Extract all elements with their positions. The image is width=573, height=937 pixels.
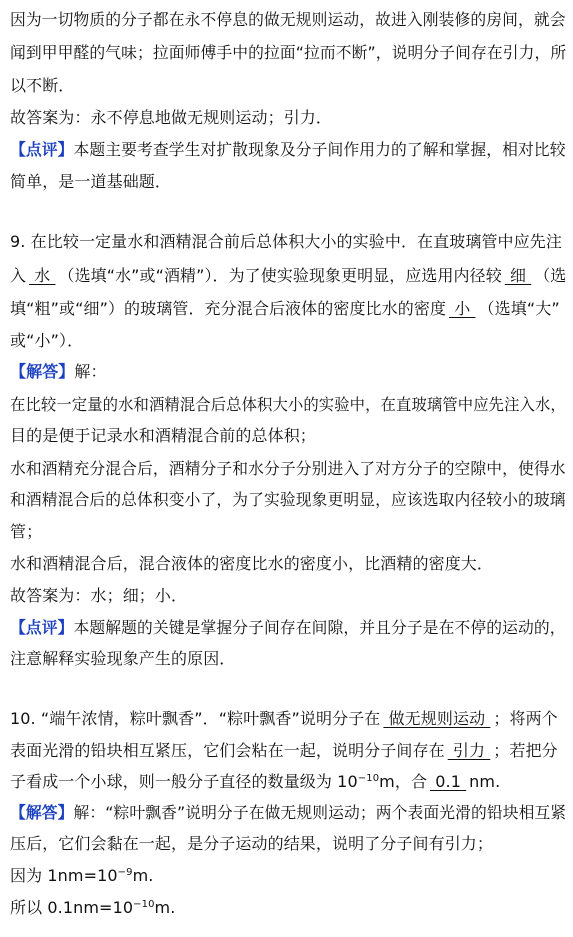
q10-blank-2: 引力 [447, 741, 491, 760]
solution-tag: 【解答】 [10, 803, 74, 822]
q9-solution-line-2: 目的是便于记录水和酒精混合前的总体积； [10, 426, 316, 445]
q8-explanation-line-1: 因为一切物质的分子都在永不停息的做无规则运动，故进入刚装修的房间，就会 [10, 10, 566, 29]
q10-solution-line-4: 所以 $0.1nm=10^{-10}m$. [10, 898, 176, 917]
q9-solution-line-1: 在比较一定量的水和酒精混合后总体积大小的实验中，在直玻璃管中应先注入水， [10, 395, 566, 414]
q9-solution-line-3: 水和酒精充分混合后，酒精分子和水分子分别进入了对方分子的空隙中，使得水 [10, 459, 566, 478]
q8-explanation-line-2: 闻到甲甲醛的气味；拉面师傅手中的拉面“拉而不断”，说明分子间存在引力，所 [10, 43, 567, 62]
q10-solution-line-2: 压后，它们会黏在一起，是分子运动的结果，说明了分子间有引力； [10, 834, 494, 853]
q8-comment-line-1: 【点评】本题主要考查学生对扩散现象及分子间作用力的了解和掌握，相对比较 [10, 140, 566, 159]
q9-comment-line-2: 注意解释实验现象产生的原因． [10, 649, 236, 668]
q9-blank-2: 细 [504, 266, 532, 285]
q9-solution-line-4: 和酒精混合后的总体积变小了，为了实验现象更明显，应该选取内径较小的玻璃 [10, 490, 566, 509]
q9-solution-line-6: 水和酒精混合后，混合液体的密度比水的密度小，比酒精的密度大． [10, 554, 494, 573]
comment-tag: 【点评】 [10, 140, 74, 159]
q10-question-line-2: 表面光滑的铅块相互紧压，它们会粘在一起，说明分子间存在 引力 ；若把分 [10, 741, 558, 760]
q9-question-line-2: 入 水 （选填“水”或“酒精”）．为了使实验现象更明显，应选用内径较 细 （选 [10, 266, 567, 285]
q9-comment-line-1: 【点评】本题解题的关键是掌握分子间存在间隙，并且分子是在不停的运动的， [10, 618, 566, 637]
q8-explanation-line-3: 以不断． [10, 76, 75, 95]
q9-question-line-1: 9. 在比较一定量水和酒精混合前后总体积大小的实验中．在直玻璃管中应先注 [10, 232, 562, 251]
q9-answer-line: 故答案为：水；细；小． [10, 586, 188, 605]
q8-comment-line-2: 简单，是一道基础题． [10, 172, 172, 191]
q10-blank-3: 0.1 [430, 772, 467, 791]
q9-blank-1: 水 [29, 266, 56, 285]
q9-blank-3: 小 [449, 299, 476, 318]
q10-solution-line-1: 【解答】解：“粽叶飘香”说明分子在做无规则运动；两个表面光滑的铅块相互紧 [10, 803, 567, 822]
q9-question-line-3: 填“粗”或“细”）的玻璃管．充分混合后液体的密度比水的密度 小 （选填“大” [10, 299, 560, 318]
q8-answer-line: 故答案为：永不停息地做无规则运动；引力． [10, 108, 333, 127]
q9-solution-line-5: 管； [10, 522, 43, 541]
q9-question-line-4: 或“小”）． [10, 331, 84, 350]
q9-solution-heading: 【解答】解： [10, 362, 107, 381]
solution-tag: 【解答】 [10, 362, 75, 381]
q10-question-line-3: 子看成一个小球，则一般分子直径的数量级为 $10^{-10}m$，合 0.1 nm. [10, 772, 501, 791]
comment-tag: 【点评】 [10, 618, 74, 637]
q10-question-line-1: 10. “端午浓情，粽叶飘香”．“粽叶飘香”说明分子在 做无规则运动 ；将两个 [10, 709, 558, 728]
q10-solution-line-3: 因为 $1nm=10^{-9}m$. [10, 866, 154, 885]
q10-blank-1: 做无规则运动 [383, 709, 491, 728]
